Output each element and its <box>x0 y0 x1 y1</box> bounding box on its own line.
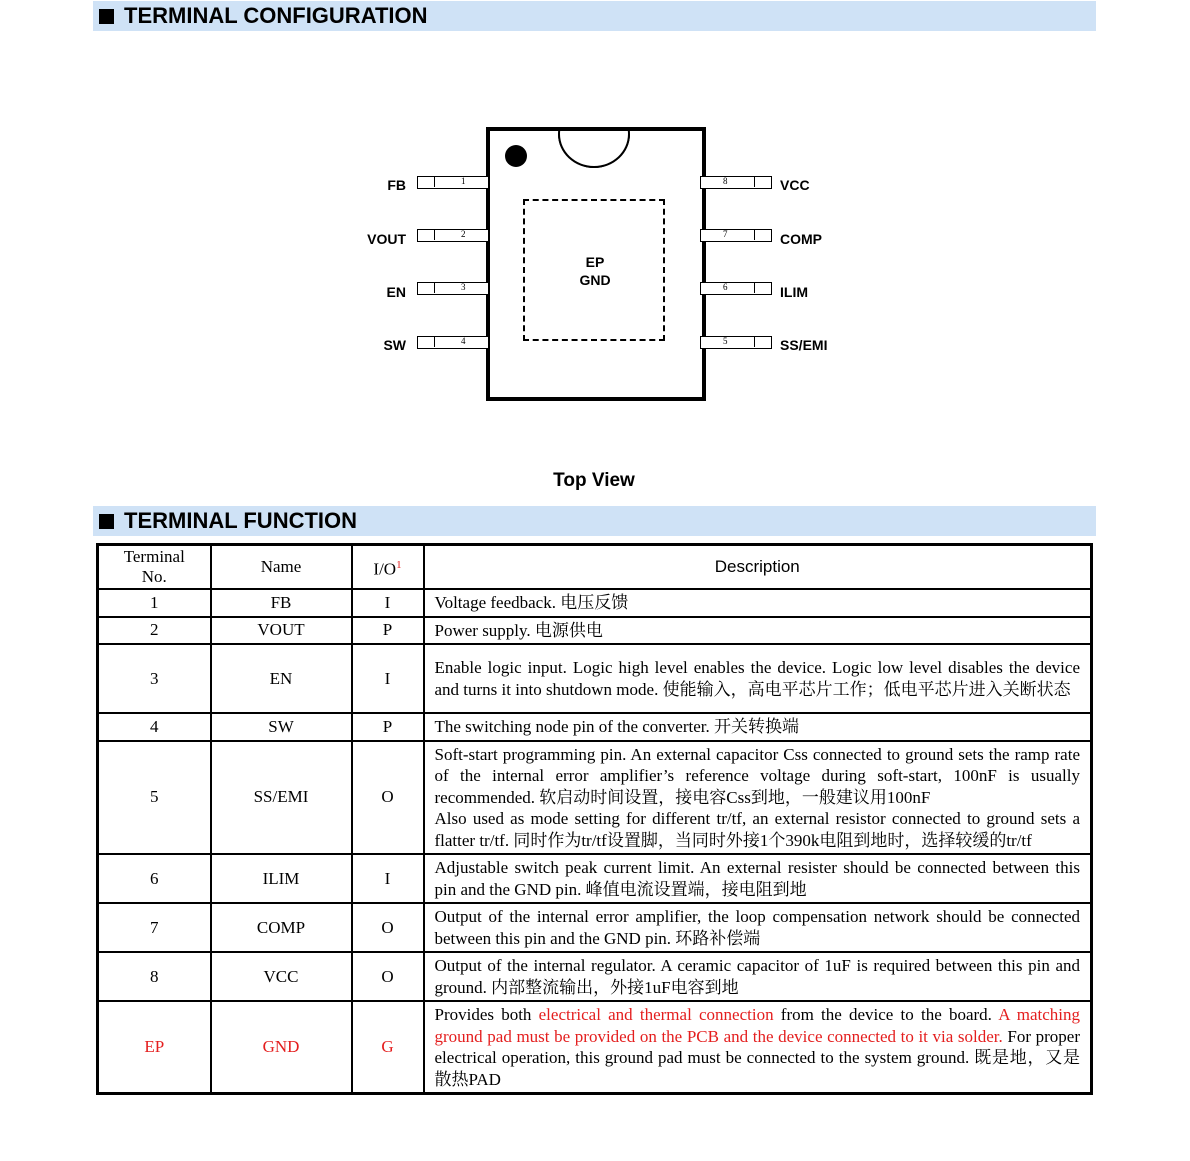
pin-number: 3 <box>461 282 466 292</box>
table-header-row <box>98 545 1092 590</box>
cell-io: P <box>352 617 424 645</box>
cell-no: 5 <box>98 741 211 855</box>
cell-name: SS/EMI <box>211 741 352 855</box>
pin-2 <box>417 229 489 242</box>
section-header-terminal-function <box>93 506 1096 536</box>
section-title: TERMINAL FUNCTION <box>124 508 358 533</box>
pin-label-comp: COMP <box>780 231 822 247</box>
header-description: Description <box>424 545 1092 590</box>
cell-name: VCC <box>211 952 352 1001</box>
cell-name: SW <box>211 713 352 741</box>
table-row <box>98 903 1092 952</box>
cell-name: EN <box>211 644 352 713</box>
pin-number: 6 <box>723 282 728 292</box>
pin-8 <box>700 176 772 189</box>
cell-io: I <box>352 854 424 903</box>
pin-6 <box>700 282 772 295</box>
cell-no: 4 <box>98 713 211 741</box>
terminal-function-table <box>96 543 1093 1095</box>
ep-label-line1: EP <box>585 254 605 270</box>
header-text: No. <box>141 567 167 586</box>
pin1-marker-dot <box>505 145 527 167</box>
cell-description: Voltage feedback. 电压反馈 <box>424 589 1092 617</box>
cell-io: G <box>352 1001 424 1094</box>
cell-io: O <box>352 952 424 1001</box>
cell-no: 1 <box>98 589 211 617</box>
cell-no: 7 <box>98 903 211 952</box>
table-row <box>98 952 1092 1001</box>
diagram-caption: Top View <box>553 470 635 491</box>
footnote-marker: 1 <box>396 558 402 571</box>
cell-description: Output of the internal regulator. A ceramic capacitor of 1uF is required between this pin and ground. 内部整流输出，外接1uF电容到地 <box>424 952 1092 1001</box>
section-header-terminal-configuration <box>93 1 1096 31</box>
pin-number: 5 <box>723 336 728 346</box>
pin-label-ss-emi: SS/EMI <box>780 337 828 353</box>
pin-number: 7 <box>723 229 728 239</box>
pin-label-ilim: ILIM <box>780 284 808 300</box>
cell-no: 2 <box>98 617 211 645</box>
cell-io: O <box>352 741 424 855</box>
header-terminal-no <box>98 545 211 590</box>
header-text: I/O <box>373 559 397 579</box>
description-text: For proper electrical operation, this ground pad must be connected to the system ground. 既是地，又是散热PAD <box>434 1026 1080 1089</box>
cell-name: COMP <box>211 903 352 952</box>
pin-label-sw: SW <box>383 337 406 353</box>
cell-name: GND <box>211 1001 352 1094</box>
section-title: TERMINAL CONFIGURATION <box>124 3 428 28</box>
cell-description <box>424 1001 1092 1094</box>
description-paragraph: Also used as mode setting for different tr/tf, an external resistor connected to ground sets a flatter tr/tf. 同时作为tr/tf设置脚，当同时外接1个390k电阻到地时，选择较缓的tr/tf <box>434 809 1080 850</box>
pin-number: 1 <box>461 176 466 186</box>
table-row <box>98 713 1092 741</box>
pin-label-vcc: VCC <box>780 177 810 193</box>
description-text: from the device to the board. <box>773 1005 999 1024</box>
cell-no: 6 <box>98 854 211 903</box>
cell-name: FB <box>211 589 352 617</box>
table-row <box>98 644 1092 713</box>
pin-label-fb: FB <box>387 177 406 193</box>
cell-no: 3 <box>98 644 211 713</box>
cell-description: Adjustable switch peak current limit. An external resister should be connected between this pin and the GND pin. 峰值电流设置端，接电阻到地 <box>424 854 1092 903</box>
cell-io: P <box>352 713 424 741</box>
table-row-ep <box>98 1001 1092 1094</box>
pin-1 <box>417 176 489 189</box>
pin-label-vout: VOUT <box>367 231 406 247</box>
pin-4 <box>417 336 489 349</box>
cell-name: VOUT <box>211 617 352 645</box>
pin-number: 4 <box>461 336 466 346</box>
table-row <box>98 617 1092 645</box>
header-text: Terminal <box>123 547 185 566</box>
cell-io: I <box>352 589 424 617</box>
description-text: Provides both <box>434 1005 539 1024</box>
pin-number: 2 <box>461 229 466 239</box>
description-highlight: A matching ground pad must be provided on the PCB and the device connected to it via solder. <box>434 1005 1080 1046</box>
cell-description: Power supply. 电源供电 <box>424 617 1092 645</box>
table-row <box>98 741 1092 855</box>
pin-5 <box>700 336 772 349</box>
bullet-square-icon <box>99 9 114 24</box>
cell-description <box>424 741 1092 855</box>
cell-io: O <box>352 903 424 952</box>
description-highlight: electrical and thermal connection <box>538 1005 774 1024</box>
cell-no: EP <box>98 1001 211 1094</box>
table-row <box>98 854 1092 903</box>
cell-description: Enable logic input. Logic high level enables the device. Logic low level disables the device and turns it into shutdown mode. 使能输入，高电平芯片工作；低电平芯片进入关断状态 <box>424 644 1092 713</box>
bullet-square-icon <box>99 514 114 529</box>
pin-3 <box>417 282 489 295</box>
ep-label-line2: GND <box>579 272 611 288</box>
pin-number: 8 <box>723 176 728 186</box>
header-name: Name <box>211 545 352 590</box>
package-notch-outline <box>558 100 630 168</box>
cell-description: The switching node pin of the converter. 开关转换端 <box>424 713 1092 741</box>
header-io <box>352 545 424 590</box>
pin-label-en: EN <box>386 284 406 300</box>
exposed-pad-label <box>560 253 630 289</box>
cell-name: ILIM <box>211 854 352 903</box>
cell-io: I <box>352 644 424 713</box>
table-row <box>98 589 1092 617</box>
cell-description: Output of the internal error amplifier, the loop compensation network should be connected between this pin and the GND pin. 环路补偿端 <box>424 903 1092 952</box>
pin-7 <box>700 229 772 242</box>
cell-no: 8 <box>98 952 211 1001</box>
description-paragraph: Soft-start programming pin. An external capacitor Css connected to ground sets the ramp rate of the internal error amplifier’s reference voltage during soft-start, 100nF is usually recommended. 软启动时间设置，接电容Css到地，一般建议用100nF <box>434 744 1080 807</box>
